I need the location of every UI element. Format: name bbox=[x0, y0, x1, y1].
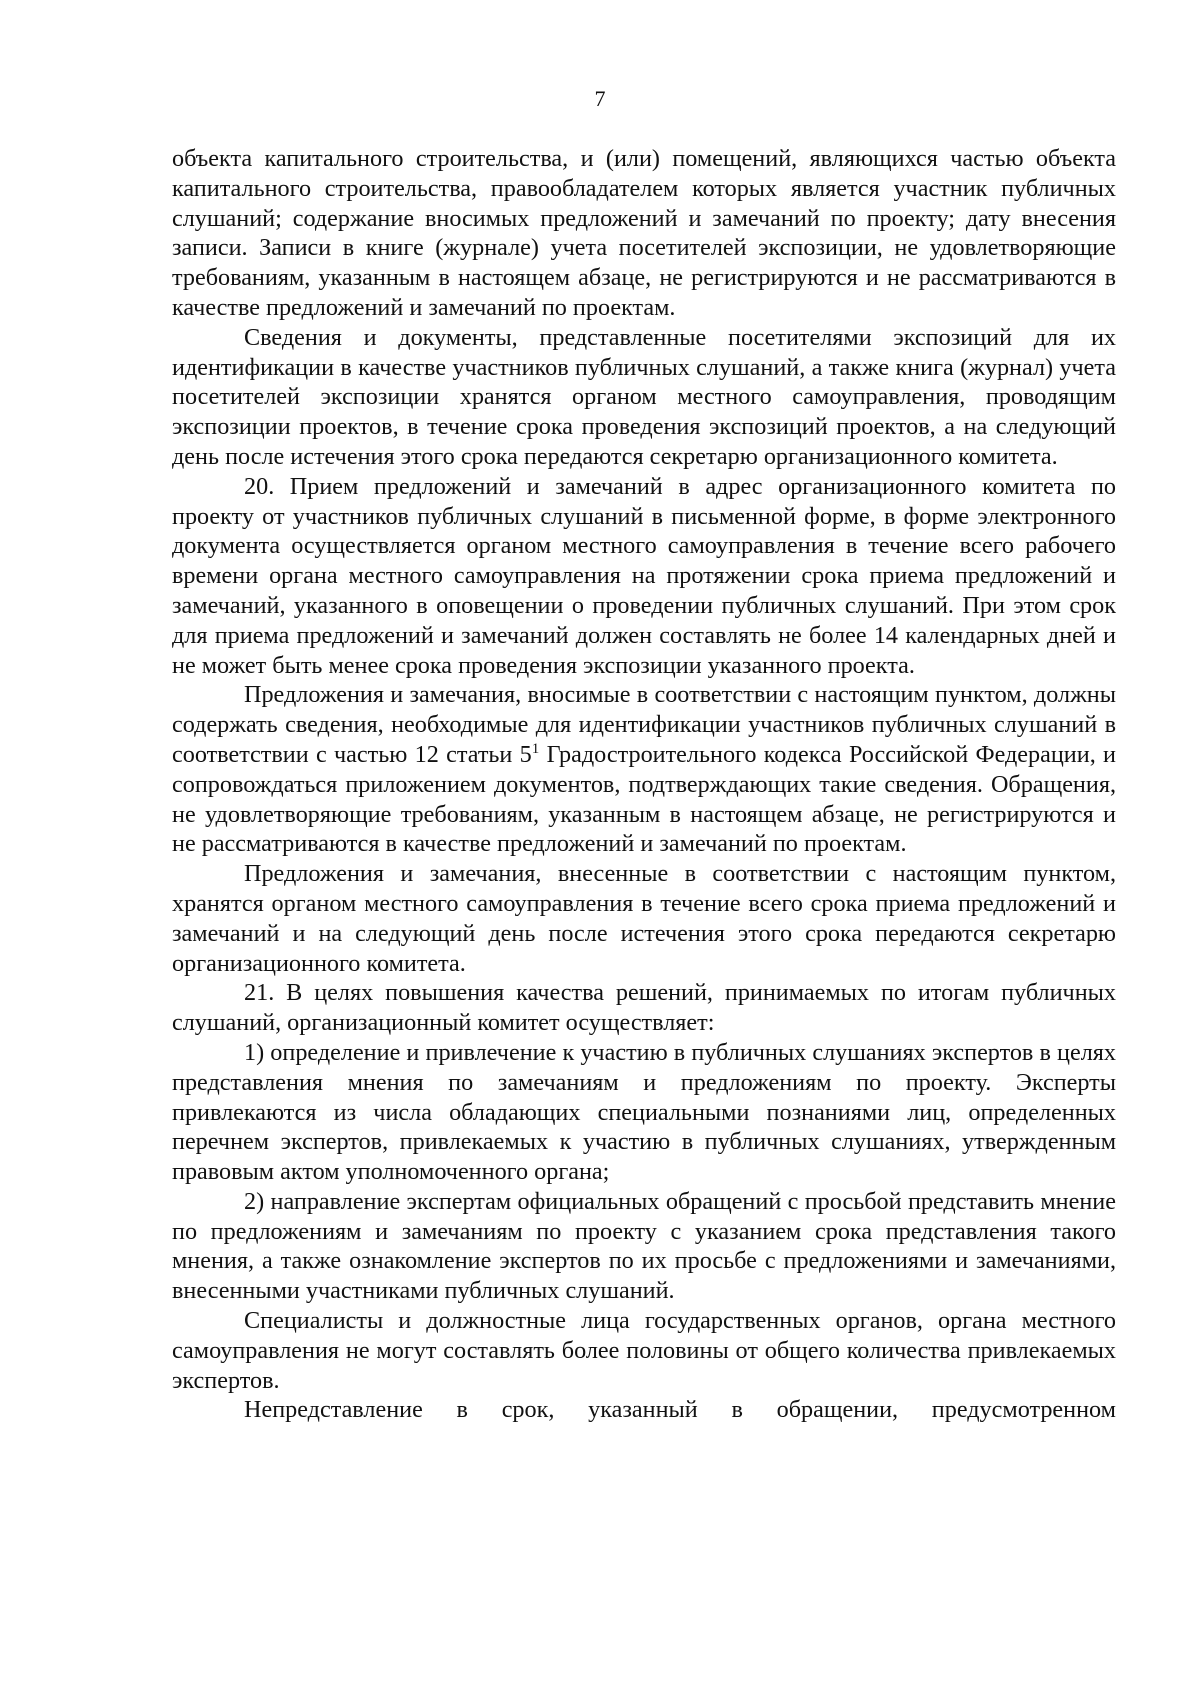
paragraph-1: объекта капитального строительства, и (или) помещений, являющихся частью объекта капитального строительства, правообладателем которых является участник публичных слушаний; содержание вносимых предложений и замечаний по проекту; дату внесения записи. Записи в книге (журнале) учета посетителей экспозиции, не удовлетворяющие требованиям, указанным в настоящем абзаце, не регистрируются и не рассматриваются в качестве предложений и замечаний по проектам. bbox=[172, 145, 1116, 321]
paragraph-4-text-before: Предложения и замечания, вносимые в соответствии с настоящим пунктом, должны содержать сведения, необходимые для идентификации участников публичных слушаний в соответствии с частью 12 статьи 5 bbox=[172, 681, 1116, 768]
document-body bbox=[172, 144, 1116, 1425]
paragraph-2: Сведения и документы, представленные посетителями экспозиций для их идентификации в качестве участников публичных слушаний, а также книга (журнал) учета посетителей экспозиции хранятся органом местного самоуправления, проводящим экспозиции проектов, в течение срока проведения экспозиций проектов, а на следующий день после истечения этого срока передаются секретарю организационного комитета. bbox=[172, 323, 1116, 470]
paragraph-6-item-21: 21. В целях повышения качества решений, принимаемых по итогам публичных слушаний, организационный комитет осуществляет: bbox=[172, 979, 1116, 1037]
paragraph-8-subitem-2: 2) направление экспертам официальных обращений с просьбой представить мнение по предложениям и замечаниям по проекту с указанием срока представления такого мнения, а также ознакомление экспертов по их просьбе с предложениями и замечаниями, внесенными участниками публичных слушаний. bbox=[172, 1187, 1116, 1305]
paragraph-7-subitem-1: 1) определение и привлечение к участию в публичных слушаниях экспертов в целях представления мнения по замечаниям и предложениям по проекту. Эксперты привлекаются из числа обладающих специальными познаниями лиц, определенных перечнем экспертов, привлекаемых к участию в публичных слушаниях, утвержденным правовым актом уполномоченного органа; bbox=[172, 1038, 1116, 1186]
paragraph-4 bbox=[172, 680, 1116, 859]
paragraph-9: Специалисты и должностные лица государственных органов, органа местного самоуправления не могут составлять более половины от общего количества привлекаемых экспертов. bbox=[172, 1307, 1116, 1394]
paragraph-5: Предложения и замечания, внесенные в соответствии с настоящим пунктом, хранятся органом местного самоуправления в течение всего срока приема предложений и замечаний и на следующий день после истечения этого срока передаются секретарю организационного комитета. bbox=[172, 860, 1116, 977]
page-number: 7 bbox=[594, 86, 606, 111]
paragraph-4-text-after: Градостроительного кодекса Российской Федерации, и сопровождаться приложением документов, подтверждающих такие сведения. Обращения, не удовлетворяющие требованиям, указанным в настоящем абзаце, не регистрируются и не рассматриваются в качестве предложений и замечаний по проектам. bbox=[172, 740, 1116, 858]
paragraph-10: Непредставление в срок, указанный в обращении, предусмотренном bbox=[244, 1396, 1116, 1424]
paragraph-3-item-20: 20. Прием предложений и замечаний в адрес организационного комитета по проекту от участников публичных слушаний в письменной форме, в форме электронного документа осуществляется органом местного самоуправления в течение всего рабочего времени органа местного самоуправления на протяжении срока приема предложений и замечаний, указанного в оповещении о проведении публичных слушаний. При этом срок для приема предложений и замечаний должен составлять не более 14 календарных дней и не может быть менее срока проведения экспозиции указанного проекта. bbox=[172, 472, 1116, 679]
superscript-1: 1 bbox=[531, 740, 540, 757]
